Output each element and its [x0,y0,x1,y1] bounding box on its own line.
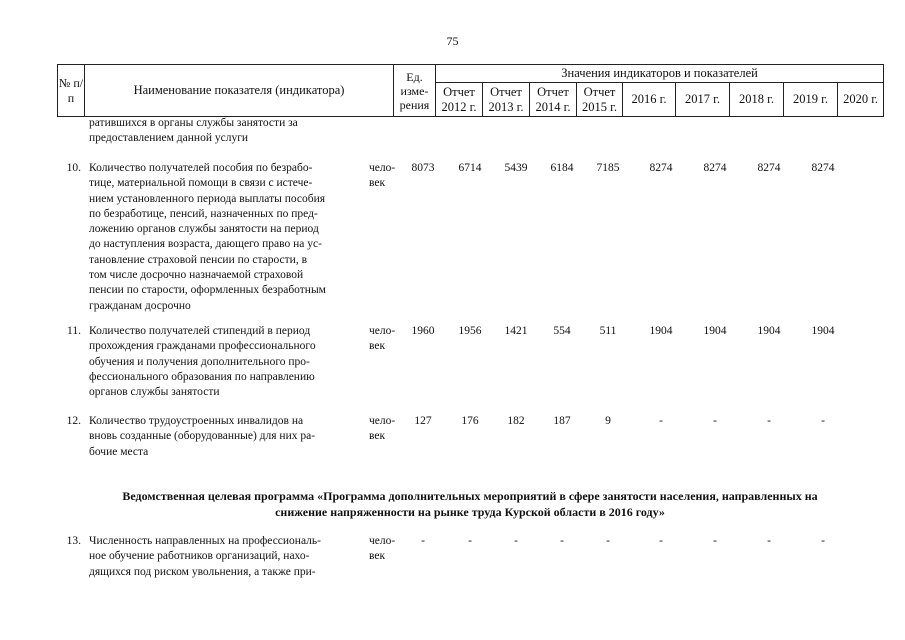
text-line: Численность направленных на профессиональ- [89,535,321,547]
cell-value: 1904 [649,325,673,337]
table-header [57,64,884,117]
cell-value: 8274 [811,162,835,174]
cell-value: 6184 [550,162,574,174]
header-year: 2020 г. [838,83,884,117]
row-number: 11. [67,325,81,337]
cell-value: 8274 [703,162,727,174]
text-line: ратившихся в органы службы занятости за [89,117,298,129]
cell-value: 182 [507,415,525,427]
text-line: дящихся под риском увольнения, а также при- [89,565,316,578]
text-line: по безработице, пенсий, назначенных по пред- [89,207,318,220]
text-line: до наступления возраста, дающего право на ус- [89,238,322,251]
row-name [89,324,359,400]
row-name [89,161,359,314]
header-unit: Ед. изме- рения [394,65,436,117]
cell-value: 1904 [703,325,727,337]
header-year: Отчет 2015 г. [577,83,623,117]
text-line: органов службы занятости [89,386,220,399]
row-number: 13. [66,535,81,547]
page-number: 75 [446,34,459,48]
cell-value: 1904 [811,325,835,337]
cell-value: 1956 [458,325,482,337]
text-line: обучения и получения дополнительного про- [89,355,310,368]
cell-value: 8073 [411,162,435,174]
row-name [89,534,359,580]
text-line: снижение напряженности на рынке труда Курской области в 2016 году» [275,504,665,519]
cell-value: 187 [553,415,571,427]
cell-value: 5439 [504,162,528,174]
text-line: ложению органов службы занятости на период [89,223,319,236]
header-name: Наименование показателя (индикатора) [85,65,394,117]
text-line: нием установленного периода выплаты пособия [89,192,326,205]
cell-value: 9 [605,415,611,427]
text-line: век [369,550,386,563]
text-line: бочие места [89,445,149,458]
header-num: № п/п [58,65,85,117]
header-year: 2016 г. [623,83,676,117]
cell-value: 8274 [757,162,781,174]
cell-value: 6714 [458,162,482,174]
text-line: тановление страховой пенсии по старости, в [89,253,308,266]
text-line: гражданам досрочно [89,299,191,312]
text-line: Количество трудоустроенных инвалидов на [89,415,304,427]
cell-value: 176 [461,415,479,427]
cell-value: 127 [414,415,432,427]
cell-value: - [713,415,717,427]
cell-value: - [468,535,472,547]
cell-value: 511 [599,325,617,337]
header-year: 2018 г. [730,83,784,117]
text-line: пенсии по старости, оформленных безработным [89,284,326,297]
text-line: ное обучение работников организаций, нахо- [89,550,310,563]
cell-value: - [659,535,663,547]
header-year: 2017 г. [676,83,730,117]
text-line: вновь созданные (оборудованные) для них ра- [89,430,316,443]
text-line: чело- [369,535,396,547]
text-line: предоставлением данной услуги [89,132,249,145]
header-year: Отчет 2012 г. [436,83,483,117]
text-line: тице, материальной помощи в связи с истече- [89,177,313,190]
cell-value: - [767,415,771,427]
header-year: Отчет 2013 г. [483,83,530,117]
cell-value: 8274 [649,162,673,174]
cell-value: - [659,415,663,427]
text-line: чело- [369,162,396,174]
text-line: век [369,340,386,353]
cell-value: - [713,535,717,547]
cell-value: - [767,535,771,547]
cell-value: - [606,535,610,547]
header-year: 2019 г. [784,83,838,117]
text-line: Ведомственная целевая программа «Программа дополнительных мероприятий в сфере занятости населения, направленных на [122,489,818,503]
cell-value: 7185 [596,162,620,174]
text-line: чело- [369,415,396,427]
text-line: Количество получателей стипендий в период [89,325,311,337]
row-number: 12. [66,415,81,427]
cell-value: - [514,535,518,547]
section-heading [90,489,850,520]
cell-value: - [560,535,564,547]
text-line: прохождения гражданами профессионального [89,340,316,353]
text-line: век [369,430,386,443]
row-number: 10. [66,162,81,174]
header-year: Отчет 2014 г. [530,83,577,117]
text-line: век [369,177,386,190]
cell-value: - [821,415,825,427]
text-line: том числе досрочно назначаемой страховой [89,269,304,282]
text-line: фессионального образования по направлению [89,370,315,383]
header-values-group: Значения индикаторов и показателей [436,65,884,83]
row-name [89,414,359,460]
cell-value: - [421,535,425,547]
cell-value: - [821,535,825,547]
text-line: Количество получателей пособия по безрабо- [89,162,313,174]
cell-value: 1904 [757,325,781,337]
text-line: чело- [369,325,396,337]
cell-value: 1421 [504,325,528,337]
cell-value: 554 [553,325,571,337]
cell-value: 1960 [411,325,435,337]
